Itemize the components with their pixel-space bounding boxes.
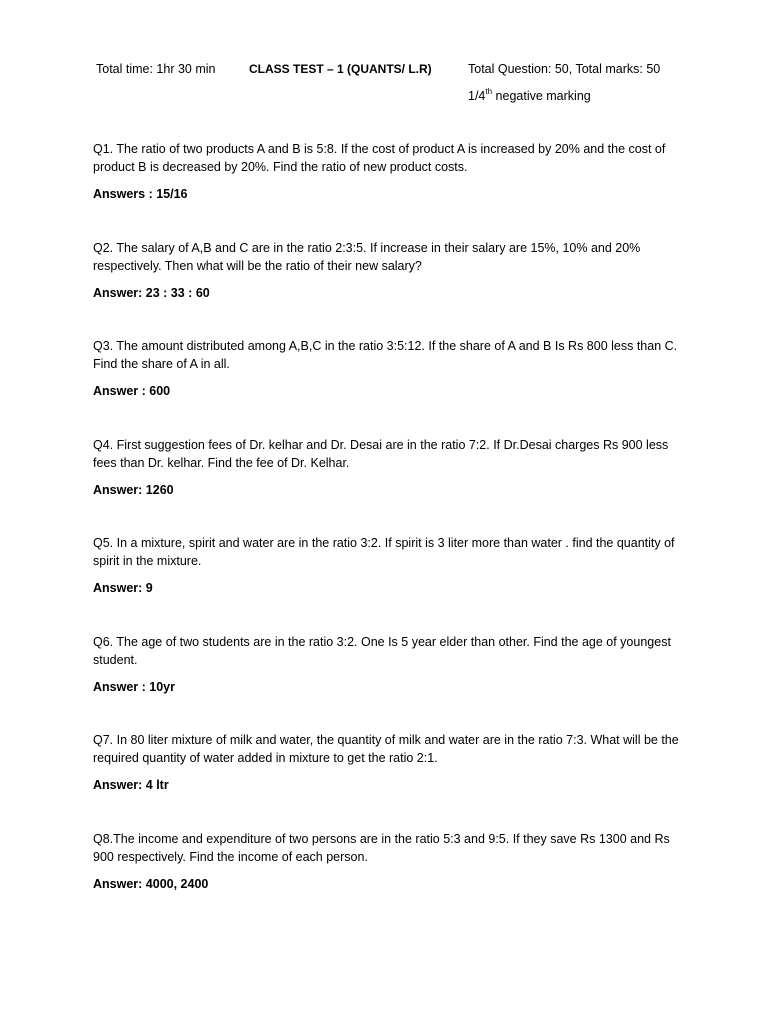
answer-text: Answer: 9	[93, 581, 153, 595]
negative-marking-fraction: 1/4	[468, 89, 486, 103]
answer-text: Answer: 23 : 33 : 60	[93, 285, 210, 300]
question-list	[93, 140, 683, 928]
negative-marking-superscript: th	[485, 87, 493, 96]
question-item	[93, 830, 683, 929]
total-questions-label: Total Question: 50, Total marks: 50	[468, 62, 661, 76]
question-item	[93, 534, 683, 633]
negative-marking-label	[468, 87, 591, 105]
question-text: Q1. The ratio of two products A and B is 5:8. If the cost of product A is increased by 20% and the cost of product B is decreased by 20%. Find the ratio of new product costs.	[93, 142, 666, 174]
answer-text: Answer: 4 ltr	[93, 778, 169, 792]
total-time-label: Total time: 1hr 30 min	[96, 62, 216, 76]
answer-text: Answer : 10yr	[93, 679, 175, 694]
question-text: Q4. First suggestion fees of Dr. kelhar and Dr. Desai are in the ratio 7:2. If Dr.Desai charges Rs 900 less fees than Dr. kelhar. Find the fee of Dr. Kelhar.	[93, 437, 669, 470]
question-item	[93, 337, 683, 436]
question-item	[93, 239, 683, 338]
negative-marking-text: negative marking	[492, 89, 591, 103]
question-item	[93, 633, 683, 732]
page-title: CLASS TEST – 1 (QUANTS/ L.R)	[249, 62, 432, 76]
question-item	[93, 436, 683, 535]
answer-text: Answer: 1260	[93, 482, 174, 497]
question-text: Q6. The age of two students are in the ratio 3:2. One Is 5 year elder than other. Find the age of youngest student.	[93, 634, 671, 667]
question-text: Q5. In a mixture, spirit and water are in the ratio 3:2. If spirit is 3 liter more than water . find the quantity of spirit in the mixture.	[93, 536, 675, 568]
question-item	[93, 140, 683, 239]
answer-text: Answers : 15/16	[93, 187, 188, 201]
question-text: Q2. The salary of A,B and C are in the ratio 2:3:5. If increase in their salary are 15%, 10% and 20% respectively. Then what will be the ratio of their new salary?	[93, 240, 641, 273]
answer-text: Answer: 4000, 2400	[93, 876, 209, 891]
question-item	[93, 731, 683, 830]
question-text: Q3. The amount distributed among A,B,C in the ratio 3:5:12. If the share of A and B Is Rs 800 less than C. Find the share of A in all.	[93, 339, 678, 371]
question-text: Q7. In 80 liter mixture of milk and water, the quantity of milk and water are in the ratio 7:3. What will be the required quantity of water added in mixture to get the ratio 2:1.	[93, 733, 679, 765]
question-text: Q8.The income and expenditure of two persons are in the ratio 5:3 and 9:5. If they save Rs 1300 and Rs 900 respectively. Find the income of each person.	[93, 831, 670, 864]
answer-text: Answer : 600	[93, 384, 171, 398]
